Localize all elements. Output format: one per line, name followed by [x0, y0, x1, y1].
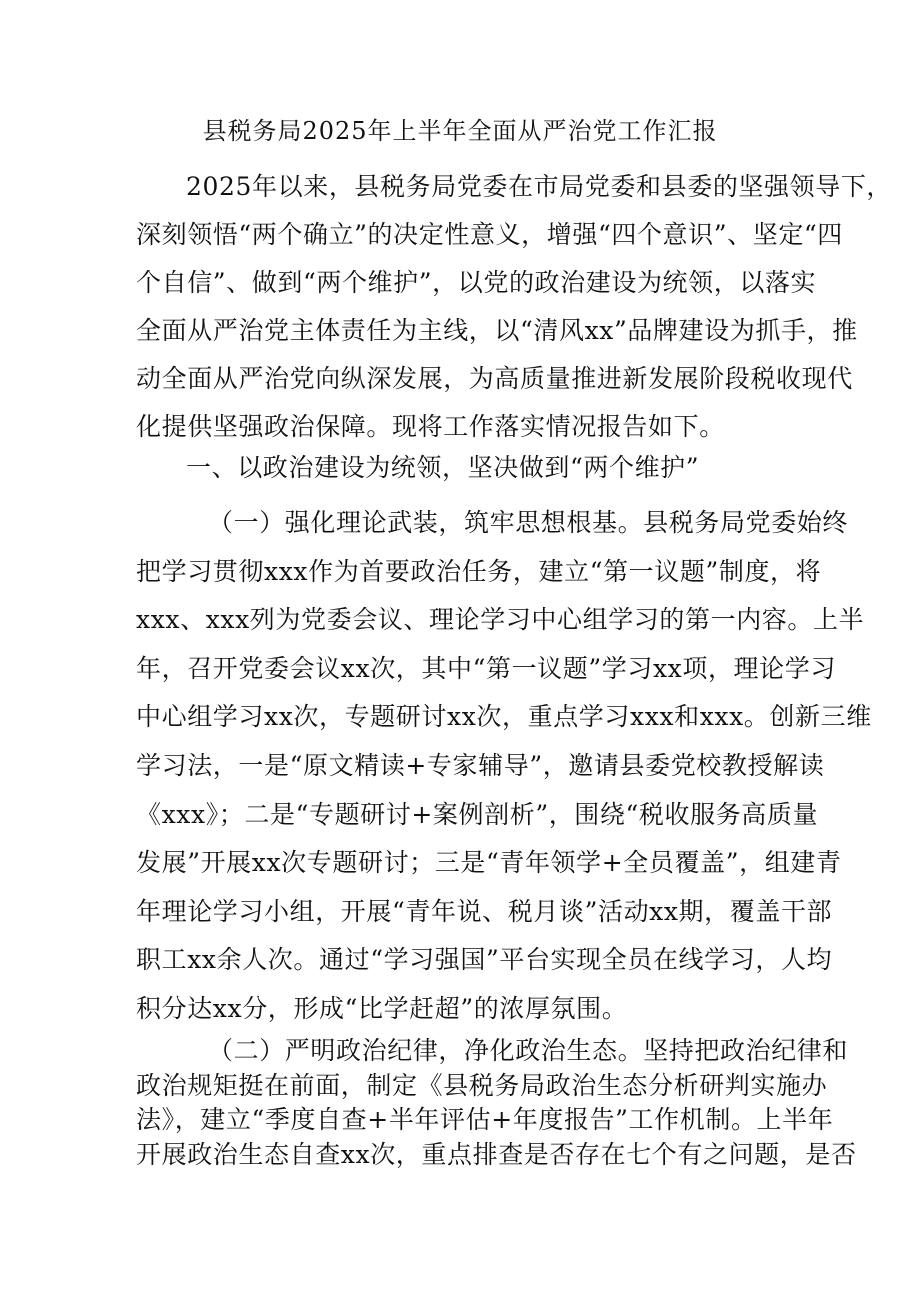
- intro-paragraph: [136, 163, 893, 451]
- paragraph-line: 2025年以来，县税务局党委在市局党委和县委的坚强领导下，: [186, 172, 893, 201]
- paragraph-line: 中心组学习xx次，专题研讨xx次，重点学习xxx和xxx。创新三维: [136, 702, 872, 732]
- paragraph-line: 法》，建立“季度自查+半年评估+年度报告”工作机制。上半年: [136, 1105, 834, 1134]
- paragraph-line: 化提供坚强政治保障。现将工作落实情况报告如下。: [136, 412, 725, 441]
- document-title: 县税务局2025年上半年全面从严治党工作汇报: [202, 117, 718, 145]
- paragraph-line: （一）强化理论武装，筑牢思想根基。县税务局党委始终: [208, 508, 849, 537]
- paragraph-line: 开展政治生态自查xx次，重点排查是否存在七个有之问题，是否: [136, 1139, 857, 1169]
- paragraph-line: 个自信”、做到“两个维护”，以党的政治建设为统领，以落实: [136, 268, 817, 297]
- paragraph-line: 发展”开展xx次专题研讨；三是“青年领学+全员覆盖”，组建青: [136, 848, 842, 878]
- paragraph-line: 学习法，一是“原文精读+专家辅导”，邀请县委党校教授解读: [136, 750, 825, 780]
- paragraph-line: 全面从严治党主体责任为主线，以“清风xx”品牌建设为抓手，推: [136, 316, 858, 345]
- paragraph-line: 积分达xx分，形成“比学赶超”的浓厚氛围。: [136, 993, 628, 1023]
- paragraph-line: 深刻领悟“两个确立”的决定性意义，增强“四个意识”、坚定“四: [136, 220, 843, 249]
- section-heading-1: 一、以政治建设为统领，坚决做到“两个维护”: [186, 453, 700, 482]
- paragraph-line: 《xxx》；二是“专题研讨+案例剖析”，围绕“税收服务高质量: [136, 799, 819, 829]
- paragraph-line: xxx、xxx列为党委会议、理论学习中心组学习的第一内容。上半: [136, 605, 865, 635]
- paragraph-line: 年理论学习小组，开展“青年说、税月谈”活动xx期，覆盖干部: [136, 896, 833, 926]
- subsection-2-paragraph: [136, 1034, 857, 1172]
- paragraph-line: 职工xx余人次。通过“学习强国”平台实现全员在线学习，人均: [136, 945, 833, 975]
- paragraph-line: 政治规矩挺在前面，制定《县税务局政治生态分析研判实施办: [136, 1070, 828, 1100]
- paragraph-line: 年，召开党委会议xx次，其中“第一议题”学习xx项，理论学习: [136, 653, 836, 683]
- paragraph-line: 把学习贯彻xxx作为首要政治任务，建立“第一议题”制度，将: [136, 556, 822, 586]
- paragraph-line: 动全面从严治党向纵深发展，为高质量推进新发展阶段税收现代: [136, 364, 853, 393]
- subsection-1-paragraph: [136, 499, 872, 1034]
- paragraph-line: （二）严明政治纪律，净化政治生态。坚持把政治纪律和: [208, 1036, 849, 1065]
